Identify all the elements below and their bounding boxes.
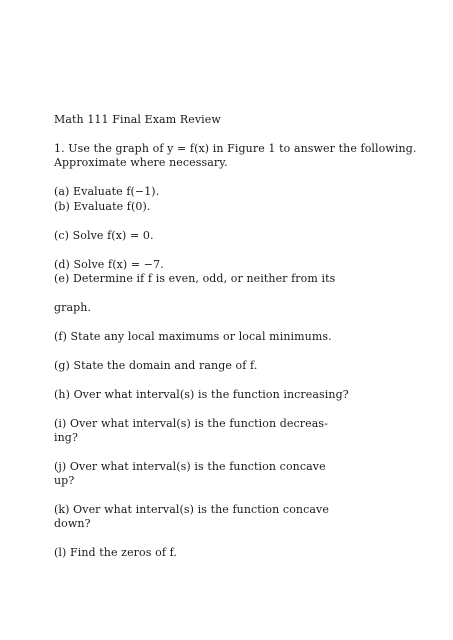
item-e-line-2: graph. — [54, 301, 92, 314]
page-title: Math 111 Final Exam Review — [54, 113, 221, 126]
item-e-line-1: (e) Determine if f is even, odd, or neither from its — [54, 272, 336, 285]
item-c: (c) Solve f(x) = 0. — [54, 229, 154, 242]
item-k-line-1: (k) Over what interval(s) is the function concave — [54, 503, 329, 516]
item-j-line-2: up? — [54, 474, 75, 487]
item-d: (d) Solve f(x) = −7. — [54, 258, 164, 271]
item-f: (f) State any local maximums or local minimums. — [54, 330, 332, 343]
question-1-line-1: 1. Use the graph of y = f(x) in Figure 1 to answer the following. — [54, 142, 417, 155]
item-k-line-2: down? — [54, 517, 91, 530]
item-l: (l) Find the zeros of f. — [54, 546, 177, 559]
item-g: (g) State the domain and range of f. — [54, 359, 258, 372]
item-j-line-1: (j) Over what interval(s) is the function concave — [54, 460, 326, 473]
question-1-line-2: Approximate where necessary. — [54, 156, 228, 169]
item-i-line-1: (i) Over what interval(s) is the function decreas- — [54, 417, 328, 430]
item-i-line-2: ing? — [54, 431, 78, 444]
item-b: (b) Evaluate f(0). — [54, 200, 151, 213]
item-a: (a) Evaluate f(−1). — [54, 185, 160, 198]
item-h: (h) Over what interval(s) is the function increasing? — [54, 388, 349, 401]
